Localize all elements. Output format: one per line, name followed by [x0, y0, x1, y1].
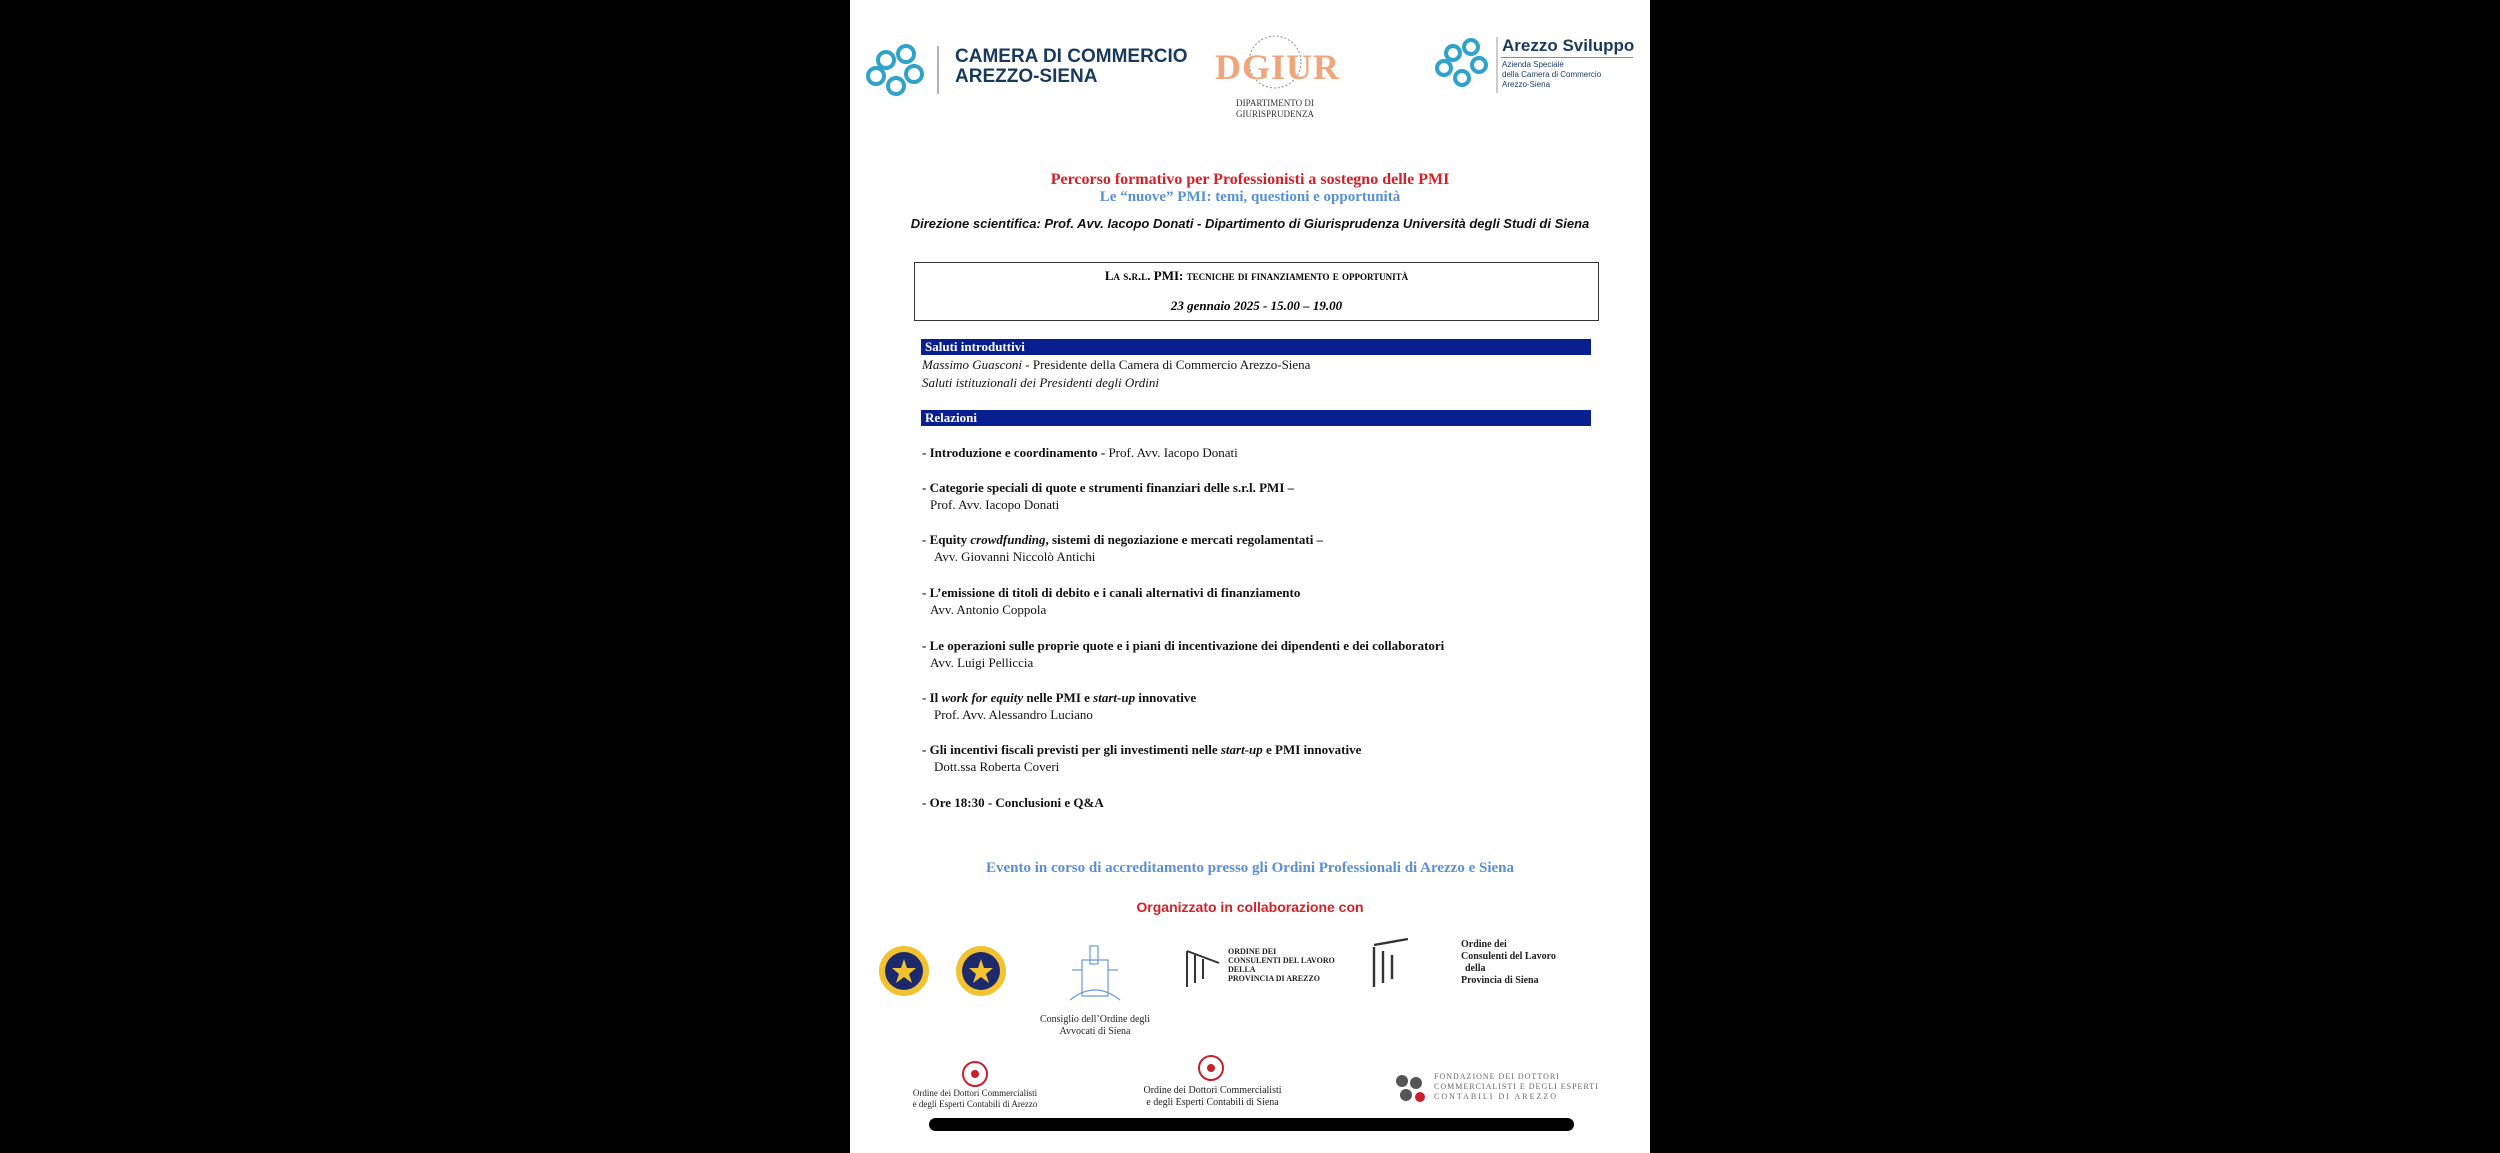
relazione-2-title: - Categorie speciali di quote e strumenti finanziari delle s.r.l. PMI –	[922, 480, 1295, 495]
fondazione-2: COMMERCIALISTI E DEGLI ESPERTI	[1434, 1082, 1599, 1091]
saluti-institutional: Saluti istituzionali dei Presidenti degli Ordini	[922, 375, 1160, 390]
event-date: 23 gennaio 2025 - 15.00 – 19.00	[1170, 298, 1343, 313]
relazione-2-speaker: Prof. Avv. Iacopo Donati	[930, 497, 1060, 512]
avvocati-siena-logo-icon	[1060, 940, 1130, 1010]
relazione-3-a: - Equity	[922, 532, 971, 547]
arezzo-sub-3: Arezzo-Siena	[1502, 80, 1551, 89]
horizontal-scrollbar[interactable]	[929, 1118, 1574, 1131]
odc-arezzo-2: e degli Esperti Contabili di Arezzo	[912, 1099, 1038, 1109]
collaboration-title: Organizzato in collaborazione con	[1136, 899, 1364, 915]
cdl-siena-1: Ordine dei	[1461, 939, 1507, 950]
cdl-arezzo-logo-icon	[1183, 943, 1223, 991]
cdl-arezzo-4: PROVINCIA DI AREZZO	[1228, 974, 1321, 983]
relazione-7-title	[922, 742, 1361, 758]
relazione-6-c: nelle PMI e	[1023, 690, 1094, 705]
dgiur-mark: DGIUR	[1215, 47, 1341, 87]
camera-commercio-name	[955, 47, 1188, 87]
relazione-7-c: e PMI innovative	[1262, 742, 1362, 757]
cdl-siena-4: Provincia di Siena	[1461, 975, 1539, 986]
relazione-1-title: - Introduzione e coordinamento -	[922, 445, 1109, 460]
relazione-6-title	[922, 690, 1196, 706]
saluti-header: Saluti introduttivi	[921, 339, 1591, 355]
dgiur-logo	[1215, 30, 1341, 119]
arezzo-sub-2: della Camera di Commercio	[1502, 70, 1602, 79]
camera-line-2: AREZZO-SIENA	[955, 66, 1098, 87]
arezzo-sviluppo-title: Arezzo Sviluppo	[1502, 36, 1635, 55]
document-page	[850, 0, 1650, 1153]
fondazione-label	[1434, 1072, 1599, 1102]
odc-arezzo-logo-icon	[961, 1060, 989, 1088]
dgiur-sub-line-2: GIURISPRUDENZA	[1235, 109, 1314, 119]
relazione-4-speaker: Avv. Antonio Coppola	[930, 602, 1047, 617]
relazione-5-title: - Le operazioni sulle proprie quote e i piani di incentivazione dei dipendenti e dei collaboratori	[922, 638, 1445, 653]
relazioni-header: Relazioni	[921, 410, 1591, 426]
cdl-siena-3: della	[1465, 963, 1486, 974]
relazione-7-a: - Gli incentivi fiscali previsti per gli investimenti nelle	[922, 742, 1221, 757]
relazione-6-e: innovative	[1135, 690, 1197, 705]
fondazione-1: FONDAZIONE DEI DOTTORI	[1434, 1072, 1560, 1081]
relazione-3-speaker: Avv. Giovanni Niccolò Antichi	[934, 549, 1096, 564]
relazione-3-b: crowdfunding	[970, 532, 1046, 547]
cdl-siena-2: Consulenti del Lavoro	[1461, 951, 1556, 962]
fondazione-3: CONTABILI DI AREZZO	[1434, 1092, 1559, 1101]
relazione-6-speaker: Prof. Avv. Alessandro Luciano	[934, 707, 1093, 722]
relazione-1-speaker: Prof. Avv. Iacopo Donati	[1108, 445, 1238, 460]
odc-arezzo-label	[885, 1088, 1065, 1110]
saluti-speaker-line	[922, 357, 1310, 373]
odc-siena-logo-icon	[1197, 1054, 1225, 1082]
cdl-arezzo-3: DELLA	[1228, 965, 1256, 974]
relazione-6-d: start-up	[1093, 690, 1136, 705]
relazione-3-c: , sistemi di negoziazione e mercati regolamentati –	[1045, 532, 1324, 547]
avvocati-siena-label	[1015, 1014, 1175, 1038]
relazione-6-b: work for equity	[941, 690, 1024, 705]
course-subtitle: Le “nuove” PMI: temi, questioni e opportunità	[1099, 189, 1401, 205]
ordine-seal-1-icon	[877, 944, 931, 998]
dgiur-sub-line-1: DIPARTIMENTO DI	[1236, 98, 1314, 108]
odc-arezzo-1: Ordine dei Dottori Commercialisti	[912, 1088, 1038, 1098]
arezzo-sviluppo-subtitle	[1502, 60, 1601, 90]
arezzo-sub-1: Azienda Speciale	[1502, 60, 1564, 69]
relazione-8-title: - Ore 18:30 - Conclusioni e Q&A	[922, 795, 1104, 810]
relazione-3-title	[922, 532, 1323, 548]
avvocati-line-2: Avvocati di Siena	[1059, 1026, 1131, 1037]
dgiur-subtitle	[1215, 98, 1335, 120]
saluti-speaker-role: - Presidente della Camera di Commercio Arezzo-Siena	[1022, 357, 1311, 372]
relazione-6-a: - Il	[922, 690, 942, 705]
relazione-5-speaker: Avv. Luigi Pelliccia	[930, 655, 1034, 670]
event-box	[914, 262, 1599, 321]
course-title: Percorso formativo per Professionisti a sostegno delle PMI	[1050, 171, 1450, 188]
odc-siena-1: Ordine dei Dottori Commercialisti	[1143, 1085, 1282, 1096]
odc-siena-label	[1120, 1085, 1305, 1109]
accreditation-note: Evento in corso di accreditamento presso gli Ordini Professionali di Arezzo e Siena	[985, 860, 1515, 876]
cdl-arezzo-1: ORDINE DEI	[1228, 947, 1277, 956]
ordine-seal-2-icon	[954, 944, 1008, 998]
avvocati-line-1: Consiglio dell’Ordine degli	[1040, 1014, 1150, 1025]
fondazione-logo-icon	[1390, 1069, 1428, 1107]
relazione-7-b: start-up	[1220, 742, 1263, 757]
odc-siena-2: e degli Esperti Contabili di Siena	[1146, 1097, 1279, 1108]
relazione-4-title: - L’emissione di titoli di debito e i canali alternativi di finanziamento	[922, 585, 1301, 600]
cdl-siena-label	[1461, 939, 1556, 987]
cdl-arezzo-label	[1228, 947, 1335, 983]
relazione-7-speaker: Dott.ssa Roberta Coveri	[934, 759, 1060, 774]
saluti-speaker: Massimo Guasconi	[922, 357, 1023, 372]
arezzo-divider	[1501, 57, 1633, 58]
camera-line-1: CAMERA DI COMMERCIO	[955, 46, 1188, 67]
event-title: La s.r.l. PMI: tecniche di finanziamento e opportunità	[1104, 268, 1409, 283]
relazione-1	[922, 445, 1238, 461]
cdl-arezzo-2: CONSULENTI DEL LAVORO	[1228, 956, 1335, 965]
scientific-direction: Direzione scientifica: Prof. Avv. Iacopo Donati - Dipartimento di Giurisprudenza Università degli Studi di Siena	[910, 216, 1590, 231]
cdl-siena-logo-icon	[1370, 935, 1414, 993]
